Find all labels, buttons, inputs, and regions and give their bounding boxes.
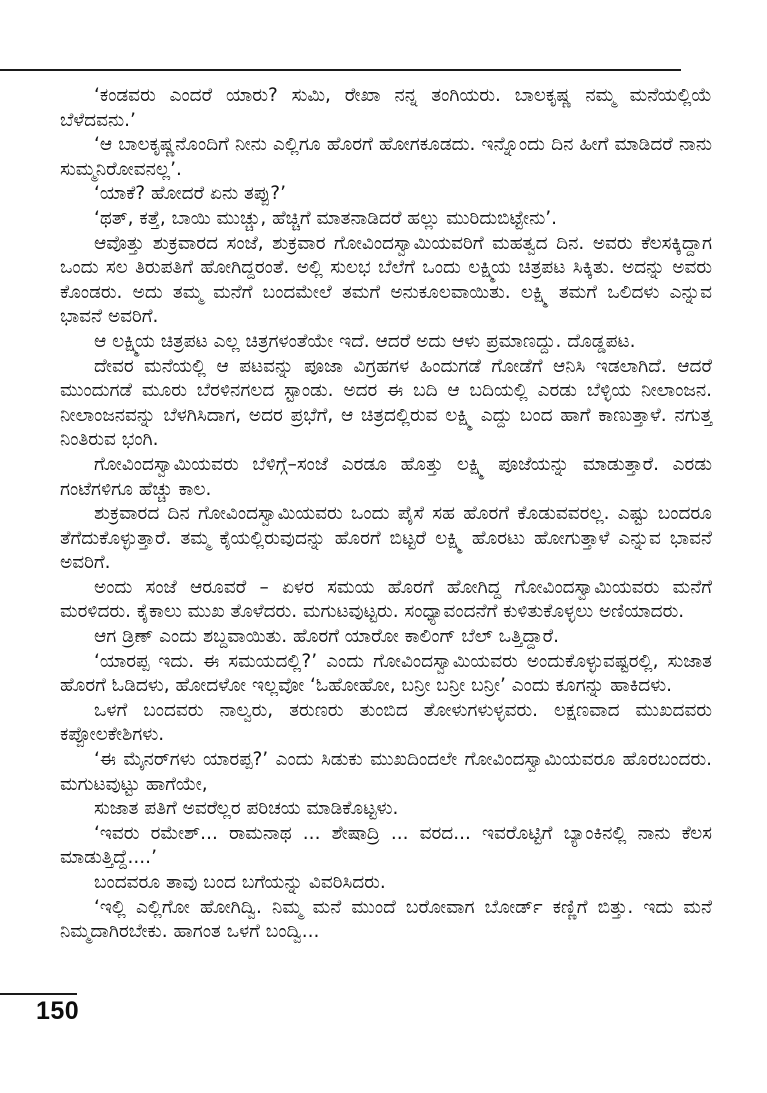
paragraph: ಸುಜಾತ ಪತಿಗೆ ಅವರೆಲ್ಲರ ಪರಿಚಯ ಮಾಡಿಕೊಟ್ಟಳು. — [94, 798, 399, 820]
paragraph: ‘ಯಾಕೆ? ಹೋದರೆ ಏನು ತಪ್ಪು?’ — [94, 183, 287, 205]
paragraph: ‘ಥತ್, ಕತ್ತೆ, ಬಾಯಿ ಮುಚ್ಚು, ಹೆಚ್ಚಿಗೆ ಮಾತನಾಡಿದರೆ ಹಲ್ಲು ಮುರಿದುಬಿಟ್ಟೇನು’. — [94, 207, 558, 229]
paragraph: ‘ಇವರು ರಮೇಶ್... ರಾಮನಾಥ ... ಶೇಷಾದ್ರಿ ... ವರದ... ಇವರೊಟ್ಟಿಗೆ ಬ್ಯಾಂಕಿನಲ್ಲಿ ನಾನು ಕೆಲಸ ಮಾಡುತ್ತಿದ್ದೆ....’ — [60, 822, 712, 869]
paragraph: ಅಂದು ಸಂಜೆ ಆರೂವರೆ – ಏಳರ ಸಮಯ ಹೊರಗೆ ಹೋಗಿದ್ದ ಗೋವಿಂದಸ್ವಾಮಿಯವರು ಮನೆಗೆ ಮರಳಿದರು. ಕೈಕಾಲು ಮುಖ ತೊಳೆದರು. ಮಗುಟವುಟ್ಟರು. ಸಂಧ್ಯಾವಂದನೆಗೆ ಕುಳಿತುಕೊಳ್ಳಲು ಅಣಿಯಾದರು. — [60, 576, 712, 623]
paragraph: ಆಗ ಡ್ರಿಣ್ ಎಂದು ಶಬ್ದವಾಯಿತು. ಹೊರಗೆ ಯಾರೋ ಕಾಲಿಂಗ್ ಬೆಲ್ ಒತ್ತಿದ್ದಾರೆ. — [94, 626, 560, 648]
paragraph: ‘ಯಾರಪ್ಪ ಇದು. ಈ ಸಮಯದಲ್ಲಿ?’ ಎಂದು ಗೋವಿಂದಸ್ವಾಮಿಯವರು ಅಂದುಕೊಳ್ಳುವಷ್ಟರಲ್ಲಿ, ಸುಜಾತ ಹೊರಗೆ ಓಡಿದಳು, ಹೋದಳೋ ಇಲ್ಲವೋ ‘ಓಹೋಹೋ, ಬನ್ರೀ ಬನ್ರೀ ಬನ್ರೀ’ ಎಂದು ಕೂಗನ್ನು ಹಾಕಿದಳು. — [60, 650, 712, 697]
paragraph: ಶುಕ್ರವಾರದ ದಿನ ಗೋವಿಂದಸ್ವಾಮಿಯವರು ಒಂದು ಪೈಸೆ ಸಹ ಹೊರಗೆ ಕೊಡುವವರಲ್ಲ. ಎಷ್ಟು ಬಂದರೂ ತೆಗೆದುಕೊಳ್ಳುತ್ತಾರೆ. ತಮ್ಮ ಕೈಯಲ್ಲಿರುವುದನ್ನು ಹೊರಗೆ ಬಿಟ್ಟರೆ ಲಕ್ಷ್ಮಿ ಹೊರಟು ಹೋಗುತ್ತಾಳೆ ಎನ್ನುವ ಭಾವನೆ ಅವರಿಗೆ. — [60, 503, 712, 574]
paragraph: ಗೋವಿಂದಸ್ವಾಮಿಯವರು ಬೆಳಿಗ್ಗೆ–ಸಂಜೆ ಎರಡೂ ಹೊತ್ತು ಲಕ್ಷ್ಮಿ ಪೂಜೆಯನ್ನು ಮಾಡುತ್ತಾರೆ. ಎರಡು ಗಂಟೆಗಳಿಗೂ ಹೆಚ್ಚು ಕಾಲ. — [60, 453, 712, 500]
paragraph: ‘ಈ ಮೈನರ್‌ಗಳು ಯಾರಪ್ಪ?’ ಎಂದು ಸಿಡುಕು ಮುಖದಿಂದಲೇ ಗೋವಿಂದಸ್ವಾಮಿಯವರೂ ಹೊರಬಂದರು. ಮಗುಟವುಟ್ಟು ಹಾಗೆಯೇ, — [60, 749, 712, 795]
body-text — [60, 84, 712, 945]
paragraph: ‘ಇಲ್ಲಿ ಎಲ್ಲಿಗೋ ಹೋಗಿದ್ವಿ. ನಿಮ್ಮ ಮನೆ ಮುಂದೆ ಬರೋವಾಗ ಬೋರ್ಡ್ ಕಣ್ಣಿಗೆ ಬಿತ್ತು. ಇದು ಮನೆ ನಿಮ್ಮದಾಗಿರಬೇಕು. ಹಾಗಂತ ಒಳಗೆ ಬಂದ್ವಿ... — [60, 896, 712, 943]
paragraph: ಬಂದವರೂ ತಾವು ಬಂದ ಬಗೆಯನ್ನು ವಿವರಿಸಿದರು. — [94, 872, 386, 893]
paragraph: ಆ ಲಕ್ಷ್ಮಿಯ ಚಿತ್ರಪಟ ಎಲ್ಲ ಚಿತ್ರಗಳಂತೆಯೇ ಇದೆ. ಆದರೆ ಅದು ಆಳು ಪ್ರಮಾಣದ್ದು. ದೊಡ್ಡಪಟ. — [94, 330, 636, 352]
footer-rule — [0, 993, 77, 995]
page-number: 150 — [36, 997, 80, 1025]
paragraph: ‘ಆ ಬಾಲಕೃಷ್ಣನೊಂದಿಗೆ ನೀನು ಎಲ್ಲಿಗೂ ಹೊರಗೆ ಹೋಗಕೂಡದು. ಇನ್ನೊಂದು ದಿನ ಹೀಗೆ ಮಾಡಿದರೆ ನಾನು ಸುಮ್ಮನಿರೋವನಲ್ಲ’. — [60, 134, 712, 180]
paragraph: ಆವೊತ್ತು ಶುಕ್ರವಾರದ ಸಂಜೆ, ಶುಕ್ರವಾರ ಗೋವಿಂದಸ್ವಾಮಿಯವರಿಗೆ ಮಹತ್ವದ ದಿನ. ಅವರು ಕೆಲಸಕ್ಕಿದ್ದಾಗ ಒಂದು ಸಲ ತಿರುಪತಿಗೆ ಹೋಗಿದ್ದರಂತೆ. ಅಲ್ಲಿ ಸುಲಭ ಬೆಲೆಗೆ ಒಂದು ಲಕ್ಷ್ಮಿಯ ಚಿತ್ರಪಟ ಸಿಕ್ಕಿತು. ಅದನ್ನು ಅವರು ಕೊಂಡರು. ಅದು ತಮ್ಮ ಮನೆಗೆ ಬಂದಮೇಲೆ ತಮಗೆ ಅನುಕೂಲವಾಯಿತು. ಲಕ್ಷ್ಮಿ ತಮಗೆ ಒಲಿದಳು ಎನ್ನುವ ಭಾವನೆ ಅವರಿಗೆ. — [60, 232, 712, 328]
paragraph: ದೇವರ ಮನೆಯಲ್ಲಿ ಆ ಪಟವನ್ನು ಪೂಜಾ ವಿಗ್ರಹಗಳ ಹಿಂದುಗಡೆ ಗೋಡೆಗೆ ಆನಿಸಿ ಇಡಲಾಗಿದೆ. ಆದರೆ ಮುಂದುಗಡೆ ಮೂರು ಬೆರಳಿನಗಲದ ಸ್ಟಾಂಡು. ಅದರ ಈ ಬದಿ ಆ ಬದಿಯಲ್ಲಿ ಎರಡು ಬೆಳ್ಳಿಯ ನೀಲಾಂಜನ. ನೀಲಾಂಜನವನ್ನು ಬೆಳಗಿಸಿದಾಗ, ಅದರ ಪ್ರಭೆಗೆ, ಆ ಚಿತ್ರದಲ್ಲಿರುವ ಲಕ್ಷ್ಮಿ ಎದ್ದು ಬಂದ ಹಾಗೆ ಕಾಣುತ್ತಾಳೆ. ನಗುತ್ತ ನಿಂತಿರುವ ಭಂಗಿ. — [60, 355, 712, 451]
paragraph: ಒಳಗೆ ಬಂದವರು ನಾಲ್ವರು, ತರುಣರು ತುಂಬಿದ ತೋಳುಗಳುಳ್ಳವರು. ಲಕ್ಷಣವಾದ ಮುಖದವರು ಕಪ್ಪೋಲಕೇಶಿಗಳು. — [60, 699, 712, 746]
header-rule — [0, 69, 681, 71]
paragraph: ‘ಕಂಡವರು ಎಂದರೆ ಯಾರು? ಸುಮಿ, ರೇಖಾ ನನ್ನ ತಂಗಿಯರು. ಬಾಲಕೃಷ್ಣ ನಮ್ಮ ಮನೆಯಲ್ಲಿಯೆ ಬೆಳೆದವನು.’ — [60, 85, 712, 131]
